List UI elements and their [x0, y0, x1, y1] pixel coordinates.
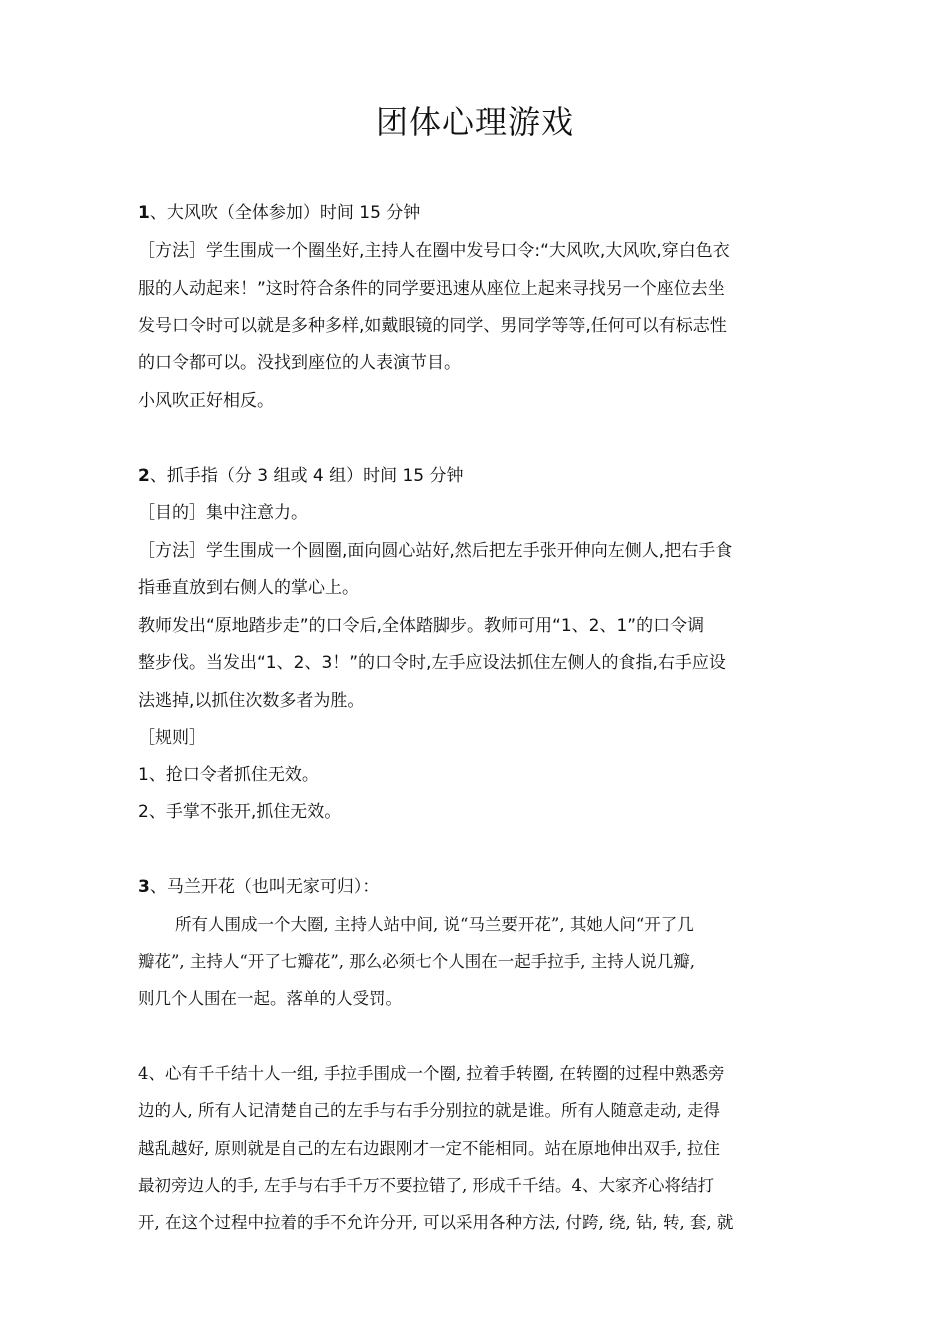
- paragraph-line: ［目的］集中注意力。: [138, 503, 308, 523]
- paragraph-line: 法逃掉,以抓住次数多者为胜。: [138, 691, 365, 711]
- paragraph-line: 服的人动起来！”这时符合条件的同学要迅速从座位上起来寻找另一个座位去坐: [138, 279, 725, 299]
- rules-label: ［规则］: [138, 728, 206, 748]
- section-1-heading: [138, 200, 818, 226]
- section-1-heading-text: 、大风吹（全体参加）时间 15 分钟: [149, 203, 421, 223]
- paragraph-line: 所有人围成一个大圈, 主持人站中间, 说“马兰要开花”, 其她人问“开了几: [175, 915, 694, 934]
- paragraph-line: 边的人, 所有人记清楚自己的左手与右手分别拉的就是谁。所有人随意走动, 走得: [138, 1101, 720, 1120]
- document-title: 团体心理游戏: [375, 103, 574, 141]
- section-2-heading: [138, 463, 818, 489]
- section-3-heading: [138, 874, 818, 900]
- rule-item: 2、手掌不张开,抓住无效。: [138, 802, 342, 822]
- paragraph-line: 小风吹正好相反。: [138, 391, 274, 411]
- paragraph-line: ［方法］学生围成一个圆圈,面向圆心站好,然后把左手张开伸向左侧人,把右手食: [138, 541, 733, 561]
- paragraph-line: 的口令都可以。没找到座位的人表演节目。: [138, 353, 461, 373]
- paragraph-line: 4、心有千千结十人一组, 手拉手围成一个圈, 拉着手转圈, 在转圈的过程中熟悉旁: [138, 1064, 725, 1083]
- paragraph-line: 教师发出“原地踏步走”的口令后,全体踏脚步。教师可用“1、2、1”的口令调: [138, 616, 705, 636]
- paragraph-line: 发号口令时可以就是多种多样,如戴眼镜的同学、男同学等等,任何可以有标志性: [138, 316, 727, 336]
- section-2-heading-text: 、抓手指（分 3 组或 4 组）时间 15 分钟: [149, 466, 464, 486]
- section-2-number: 2: [138, 466, 150, 486]
- paragraph-line: 指垂直放到右侧人的掌心上。: [138, 578, 359, 598]
- paragraph-line: 瓣花”, 主持人“开了七瓣花”, 那么必须七个人围在一起手拉手, 主持人说几瓣,: [138, 952, 696, 971]
- section-3-heading-text: 、马兰开花（也叫无家可归）：: [149, 877, 380, 897]
- paragraph-line: 整步伐。当发出“1、2、3！”的口令时,左手应设法抓住左侧人的食指,右手应设: [138, 653, 726, 673]
- rule-item: 1、抢口令者抓住无效。: [138, 765, 319, 785]
- paragraph-line: 最初旁边人的手, 左手与右手千万不要拉错了, 形成千千结。4、大家齐心将结打: [138, 1176, 714, 1195]
- section-1-number: 1: [138, 203, 150, 223]
- paragraph-line: 越乱越好, 原则就是自己的左右边跟刚才一定不能相同。站在原地伸出双手, 拉住: [138, 1139, 720, 1158]
- paragraph-line: 开, 在这个过程中拉着的手不允许分开, 可以采用各种方法, 付跨, 绕, 钻, 转, 套, 就: [138, 1213, 734, 1232]
- paragraph-line: ［方法］学生围成一个圈坐好,主持人在圈中发号口令:“大风吹,大风吹,穿白色衣: [138, 241, 730, 261]
- paragraph-line: 则几个人围在一起。落单的人受罚。: [138, 989, 402, 1008]
- section-3-number: 3: [138, 877, 150, 897]
